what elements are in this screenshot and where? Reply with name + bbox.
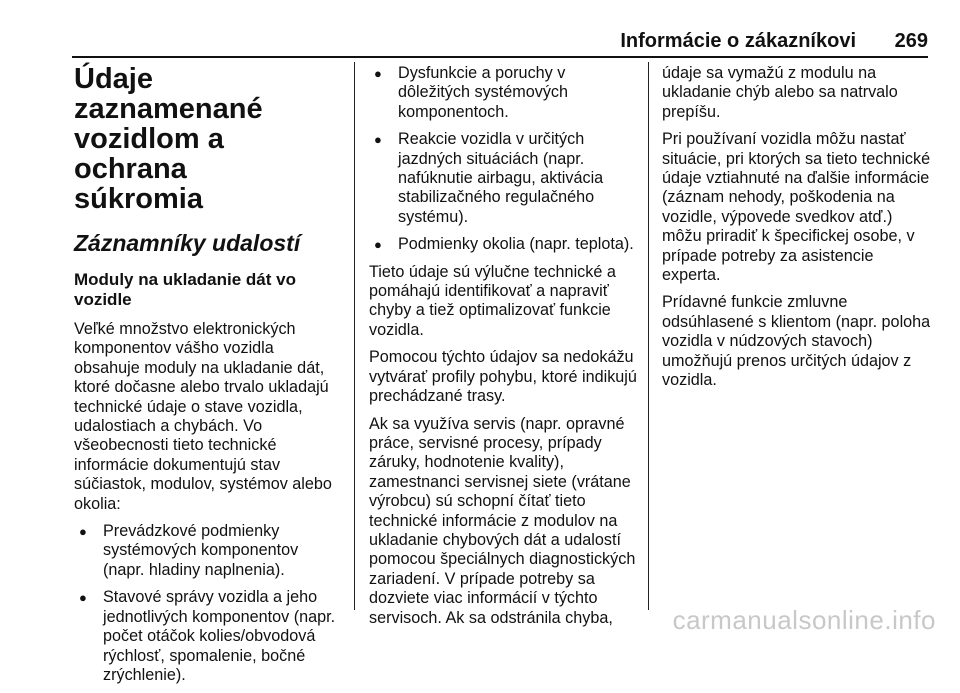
paragraph: Ak sa využíva servis (napr. opravné práce, servisné procesy, prípady záruky, hodnotenie kvality), zamestnanci servisnej siete (vrátane výrobcu) sú schopní čítať tieto technické informácie z modulov na ukladanie chybových dát a udalostí pomocou špeciálnych diagnostických zariadení. V prípade potreby sa dozviete viac informácií v týchto servisoch. Ak sa odstránila chyba,: [369, 414, 636, 627]
list-item: ● Podmienky okolia (napr. teplota).: [369, 235, 641, 254]
bullet-list: [74, 522, 344, 685]
subsubsection-title: Moduly na ukladanie dát vo vozidle: [74, 270, 296, 309]
page-header: [72, 28, 928, 58]
paragraph: Veľké množstvo elektronických komponentov vášho vozidla obsahuje moduly na ukladanie dát, ktoré dočasne alebo trvalo ukladajú technické údaje o stave vozidla, udalostiach a chybách. Vo všeobecnosti tieto technické informácie dokumentujú stav súčiastok, modulov, systémov alebo okolia:: [74, 320, 332, 513]
bullet-list: [369, 64, 641, 255]
paragraph: údaje sa vymažú z modulu na ukladanie chýb alebo sa natrvalo prepíšu.: [662, 64, 898, 121]
column-2: [369, 64, 641, 636]
column-3: [662, 64, 934, 399]
list-item: ● Reakcie vozidla v určitých jazdných situáciách (napr. nafúknutie airbagu, aktivácia stabilizačného regulačného systému).: [369, 130, 641, 227]
list-item: ● Prevádzkové podmienky systémových komponentov (napr. hladiny naplnenia).: [74, 522, 344, 580]
paragraph: Prídavné funkcie zmluvne odsúhlasené s klientom (napr. poloha vozidla v núdzových stavoch) umožňujú prenos určitých údajov z vozidla.: [662, 293, 931, 390]
column-divider-2: [648, 62, 649, 610]
list-item: ● Stavové správy vozidla a jeho jednotlivých komponentov (napr. počet otáčok kolies/obvodová rýchlosť, spomalenie, bočné zrýchlenie).: [74, 588, 344, 685]
paragraph: Tieto údaje sú výlučne technické a pomáhajú identifikovať a napraviť chyby a tiež optimalizovať funkcie vozidla.: [369, 262, 616, 339]
header-title: Informácie o zákazníkovi: [620, 30, 856, 52]
paragraph: Pri používaní vozidla môžu nastať situácie, pri ktorých sa tieto technické údaje vztiahnuté na ďalšie informácie (záznam nehody, poškodenia na vozidle, výpovede svedkov atď.) môžu priradiť k špecifickej osobe, v prípade potreby za asistencie experta.: [662, 130, 931, 285]
header-rule: [72, 56, 928, 58]
column-1: [74, 64, 344, 693]
watermark: carmanualsonline.info: [672, 605, 936, 635]
paragraph: Pomocou týchto údajov sa nedokážu vytvárať profily pohybu, ktoré indikujú prechádzané trasy.: [369, 348, 637, 406]
subsection-title: Záznamníky udalostí: [74, 230, 301, 256]
page-number: 269: [894, 30, 928, 52]
column-divider-1: [354, 62, 355, 610]
list-item: ● Dysfunkcie a poruchy v dôležitých systémových komponentoch.: [369, 64, 641, 122]
section-title: Údaje zaznamenané vozidlom a ochrana súkromia: [74, 63, 263, 215]
